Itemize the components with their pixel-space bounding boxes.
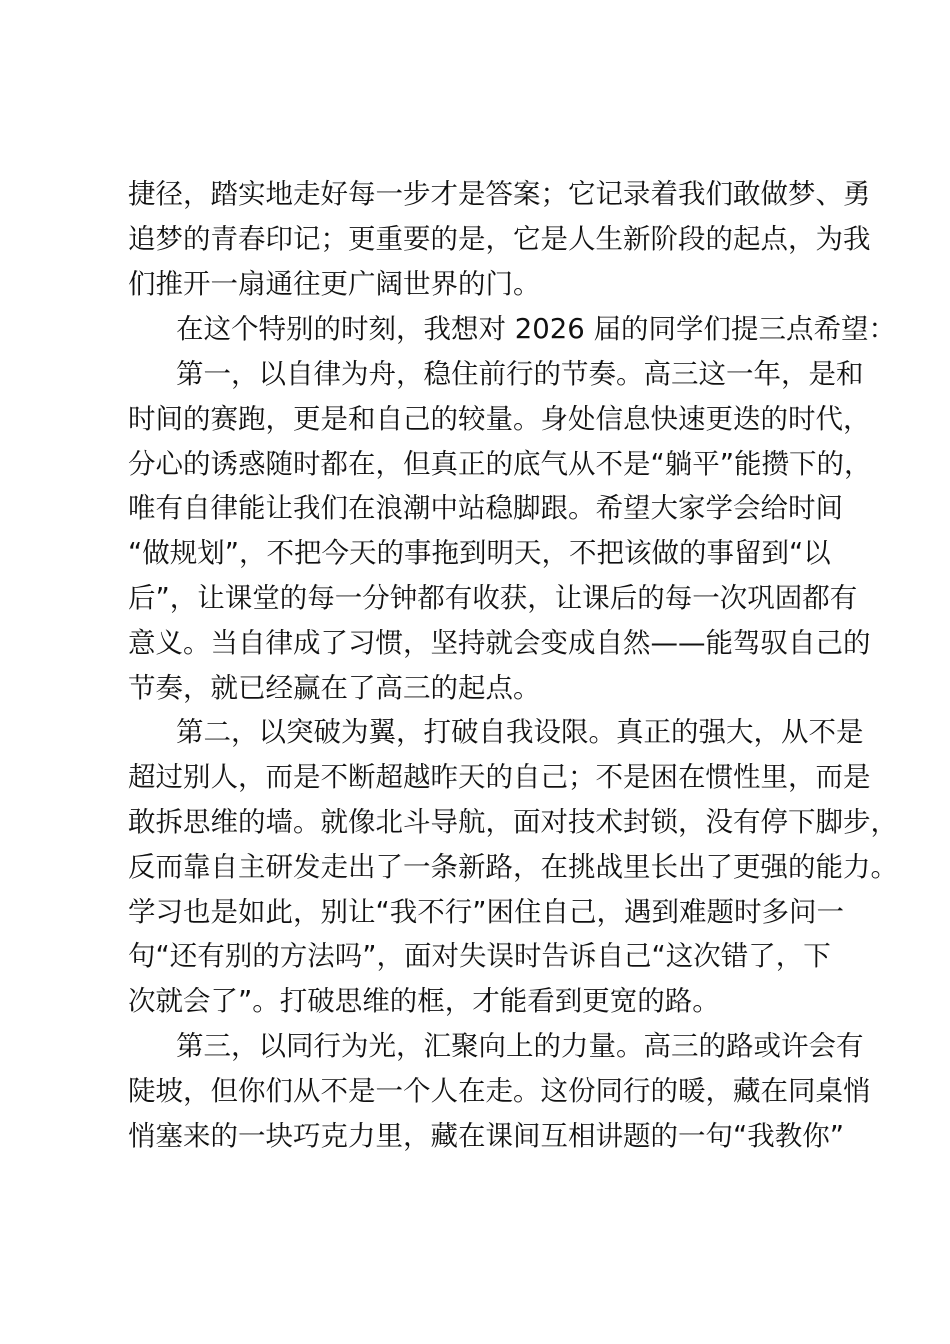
text-line: 意义。当自律成了习惯，坚持就会变成自然——能驾驭自己的 xyxy=(128,627,871,659)
text-line: 反而靠自主研发走出了一条新路，在挑战里长出了更强的能力。 xyxy=(128,851,898,883)
text-line: 们推开一扇通往更广阔世界的门。 xyxy=(128,268,541,300)
text-line: “做规划”，不把今天的事拖到明天，不把该做的事留到“以 xyxy=(128,537,831,569)
text-line: 追梦的青春印记；更重要的是，它是人生新阶段的起点，为我 xyxy=(128,223,871,255)
text-line: 唯有自律能让我们在浪潮中站稳脚跟。希望大家学会给时间 xyxy=(128,492,843,524)
paragraph-first-line: 第二，以突破为翼，打破自我设限。真正的强大，从不是 xyxy=(176,716,864,748)
paragraph-first-line: 第一，以自律为舟，稳住前行的节奏。高三这一年，是和 xyxy=(176,358,864,390)
text-line: 后”，让课堂的每一分钟都有收获，让课后的每一次巩固都有 xyxy=(128,582,858,614)
text-line: 学习也是如此，别让“我不行”困住自己，遇到难题时多问一 xyxy=(128,896,844,928)
paragraph-first-line: 在这个特别的时刻，我想对 2026 届的同学们提三点希望： xyxy=(176,313,896,345)
text-line: 分心的诱惑随时都在，但真正的底气从不是“躺平”能攒下的， xyxy=(128,448,872,480)
text-line: 悄塞来的一块巧克力里，藏在课间互相讲题的一句“我教你” xyxy=(128,1120,844,1152)
text-line: 敢拆思维的墙。就像北斗导航，面对技术封锁，没有停下脚步， xyxy=(128,806,898,838)
text-line: 句“还有别的方法吗”，面对失误时告诉自己“这次错了，下 xyxy=(128,940,831,972)
text-line: 时间的赛跑，更是和自己的较量。身处信息快速更迭的时代， xyxy=(128,403,871,435)
text-line: 节奏，就已经赢在了高三的起点。 xyxy=(128,672,541,704)
text-line: 捷径，踏实地走好每一步才是答案；它记录着我们敢做梦、勇 xyxy=(128,178,871,210)
text-line: 次就会了”。打破思维的框，才能看到更宽的路。 xyxy=(128,985,720,1017)
text-line: 超过别人，而是不断超越昨天的自己；不是困在惯性里，而是 xyxy=(128,761,871,793)
paragraph-first-line: 第三，以同行为光，汇聚向上的力量。高三的路或许会有 xyxy=(176,1030,864,1062)
text-line: 陡坡，但你们从不是一个人在走。这份同行的暖，藏在同桌悄 xyxy=(128,1075,871,1107)
